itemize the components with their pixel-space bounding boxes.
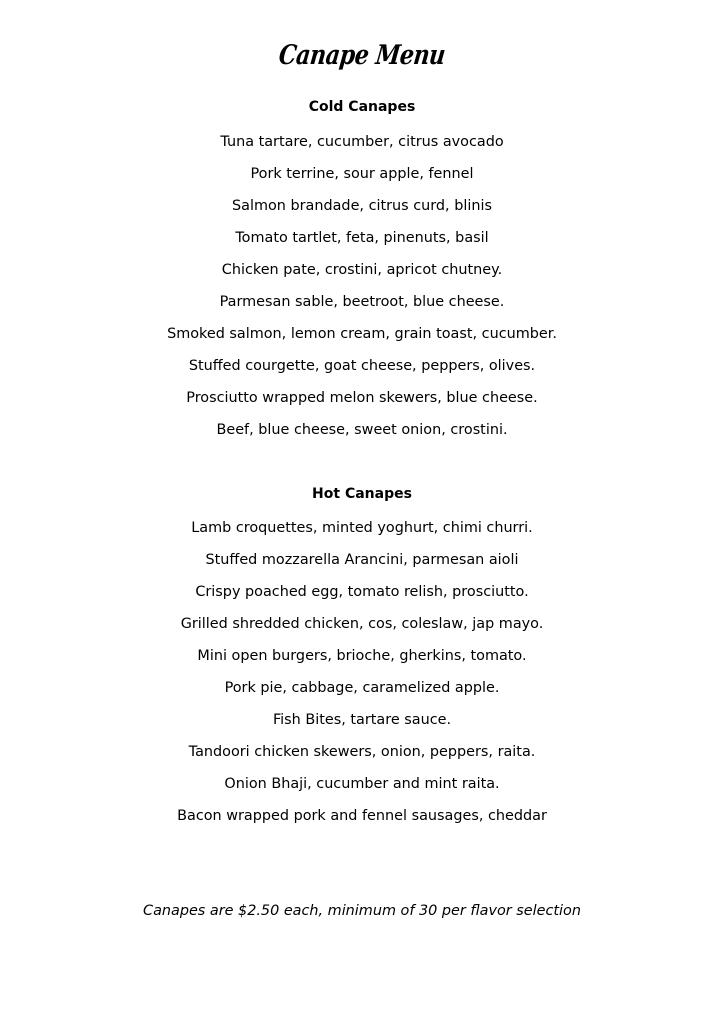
menu-item: Smoked salmon, lemon cream, grain toast, cucumber.	[167, 326, 557, 342]
menu-item: Tomato tartlet, feta, pinenuts, basil	[235, 230, 489, 246]
menu-item: Lamb croquettes, minted yoghurt, chimi churri.	[191, 520, 533, 536]
menu-item: Tuna tartare, cucumber, citrus avocado	[220, 134, 504, 150]
menu-item: Stuffed courgette, goat cheese, peppers, olives.	[188, 358, 536, 374]
menu-item: Grilled shredded chicken, cos, coleslaw, jap mayo.	[180, 616, 544, 632]
menu-item: Pork terrine, sour apple, fennel	[250, 166, 474, 182]
menu-item: Bacon wrapped pork and fennel sausages, cheddar	[177, 808, 547, 824]
menu-item: Pork pie, cabbage, caramelized apple.	[224, 680, 500, 696]
menu-item: Parmesan sable, beetroot, blue cheese.	[219, 294, 505, 310]
menu-item: Fish Bites, tartare sauce.	[272, 712, 452, 728]
menu-item: Onion Bhaji, cucumber and mint raita.	[224, 776, 500, 792]
menu-item: Chicken pate, crostini, apricot chutney.	[221, 262, 503, 278]
menu-item: Tandoori chicken skewers, onion, peppers, raita.	[188, 744, 536, 760]
cold-canapes-heading: Cold Canapes	[308, 99, 416, 115]
cold-canapes-list	[0, 126, 724, 446]
hot-canapes-heading: Hot Canapes	[312, 486, 412, 502]
menu-item: Mini open burgers, brioche, gherkins, tomato.	[197, 648, 527, 664]
menu-item: Beef, blue cheese, sweet onion, crostini.	[216, 422, 508, 438]
hot-canapes-list	[0, 512, 724, 832]
menu-item: Salmon brandade, citrus curd, blinis	[232, 198, 492, 214]
menu-item: Prosciutto wrapped melon skewers, blue cheese.	[186, 390, 538, 406]
pricing-note: Canapes are $2.50 each, minimum of 30 per flavor selection	[143, 903, 581, 919]
menu-item: Crispy poached egg, tomato relish, prosciutto.	[195, 584, 529, 600]
page-title: Canape Menu	[277, 40, 447, 71]
menu-item: Stuffed mozzarella Arancini, parmesan aioli	[205, 552, 519, 568]
